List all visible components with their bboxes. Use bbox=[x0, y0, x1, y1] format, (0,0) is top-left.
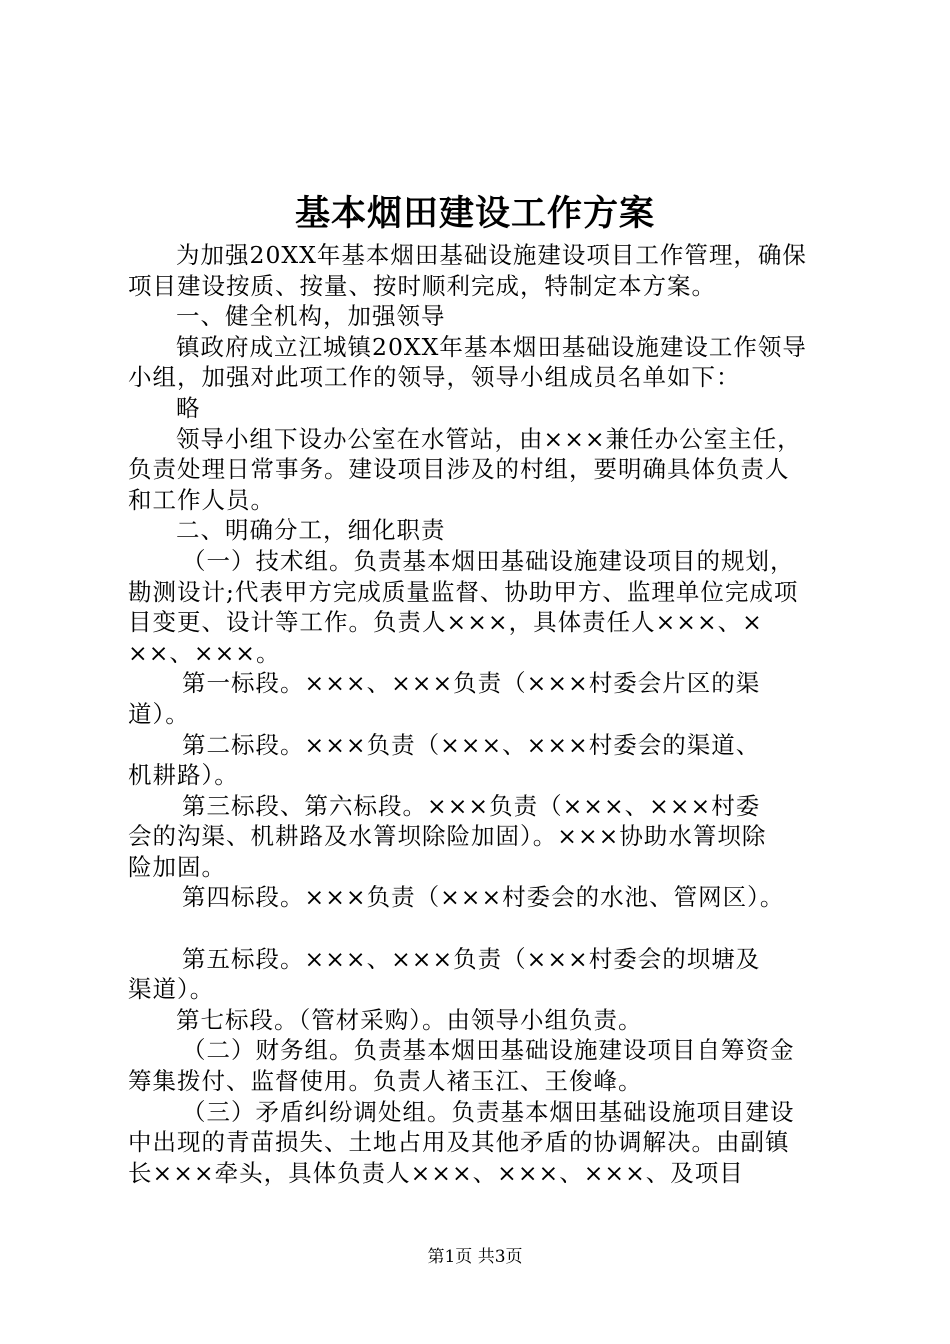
text-line: 和工作人员。 bbox=[128, 485, 275, 514]
text-line: 险加固。 bbox=[128, 852, 226, 881]
page-footer: 第1页 共3页 bbox=[427, 1247, 523, 1267]
section-heading: 二、明确分工，细化职责 bbox=[176, 516, 446, 545]
section-heading: 一、健全机构，加强领导 bbox=[176, 302, 446, 331]
text-line: （一）技术组。负责基本烟田基础设施建设项目的规划， bbox=[182, 546, 795, 575]
text-line: 略 bbox=[176, 393, 201, 422]
blank-line bbox=[128, 913, 846, 944]
text-line: 第二标段。×××负责（×××、×××村委会的渠道、 bbox=[182, 730, 761, 759]
text-line: 目变更、设计等工作。负责人×××，具体责任人×××、× bbox=[128, 608, 763, 637]
text-line: 负责处理日常事务。建设项目涉及的村组，要明确具体负责人 bbox=[128, 455, 790, 484]
text-line: （三）矛盾纠纷调处组。负责基本烟田基础设施项目建设 bbox=[182, 1097, 795, 1126]
text-line: 长×××牵头，具体负责人×××、×××、×××、及项目 bbox=[128, 1158, 744, 1187]
text-line: 第一标段。×××、×××负责（×××村委会片区的渠 bbox=[182, 669, 761, 698]
text-line: 勘测设计;代表甲方完成质量监督、协助甲方、监理单位完成项 bbox=[128, 577, 799, 606]
text-line: 第五标段。×××、×××负责（×××村委会的坝塘及 bbox=[182, 944, 761, 973]
text-line: 项目建设按质、按量、按时顺利完成，特制定本方案。 bbox=[128, 271, 716, 300]
text-line: 为加强20XX年基本烟田基础设施建设项目工作管理，确保 bbox=[176, 241, 807, 269]
text-line: 镇政府成立江城镇20XX年基本烟田基础设施建设工作领导 bbox=[176, 332, 807, 361]
text-line: （二）财务组。负责基本烟田基础设施建设项目自筹资金 bbox=[182, 1036, 795, 1065]
text-line: 第四标段。×××负责（×××村委会的水池、管网区）。 bbox=[182, 883, 785, 912]
text-line: 道）。 bbox=[128, 699, 190, 728]
text-line: 领导小组下设办公室在水管站，由×××兼任办公室主任， bbox=[176, 424, 802, 453]
text-line: 机耕路）。 bbox=[128, 761, 239, 790]
text-line: 第三标段、第六标段。×××负责（×××、×××村委 bbox=[182, 791, 761, 820]
text-line: 渠道）。 bbox=[128, 975, 215, 1004]
text-line: ××、×××。 bbox=[128, 638, 281, 667]
text-line: 筹集拨付、监督使用。负责人褚玉江、王俊峰。 bbox=[128, 1067, 643, 1096]
text-line: 会的沟渠、机耕路及水箐坝除险加固）。×××协助水箐坝除 bbox=[128, 822, 767, 851]
document-title: 基本烟田建设工作方案 bbox=[294, 193, 655, 234]
text-line: 小组，加强对此项工作的领导，领导小组成员名单如下： bbox=[128, 363, 741, 392]
text-line: 中出现的青苗损失、土地占用及其他矛盾的协调解决。由副镇 bbox=[128, 1128, 790, 1157]
text-line: 第七标段。（管材采购）。由领导小组负责。 bbox=[176, 1005, 643, 1034]
document-body bbox=[128, 240, 846, 1188]
